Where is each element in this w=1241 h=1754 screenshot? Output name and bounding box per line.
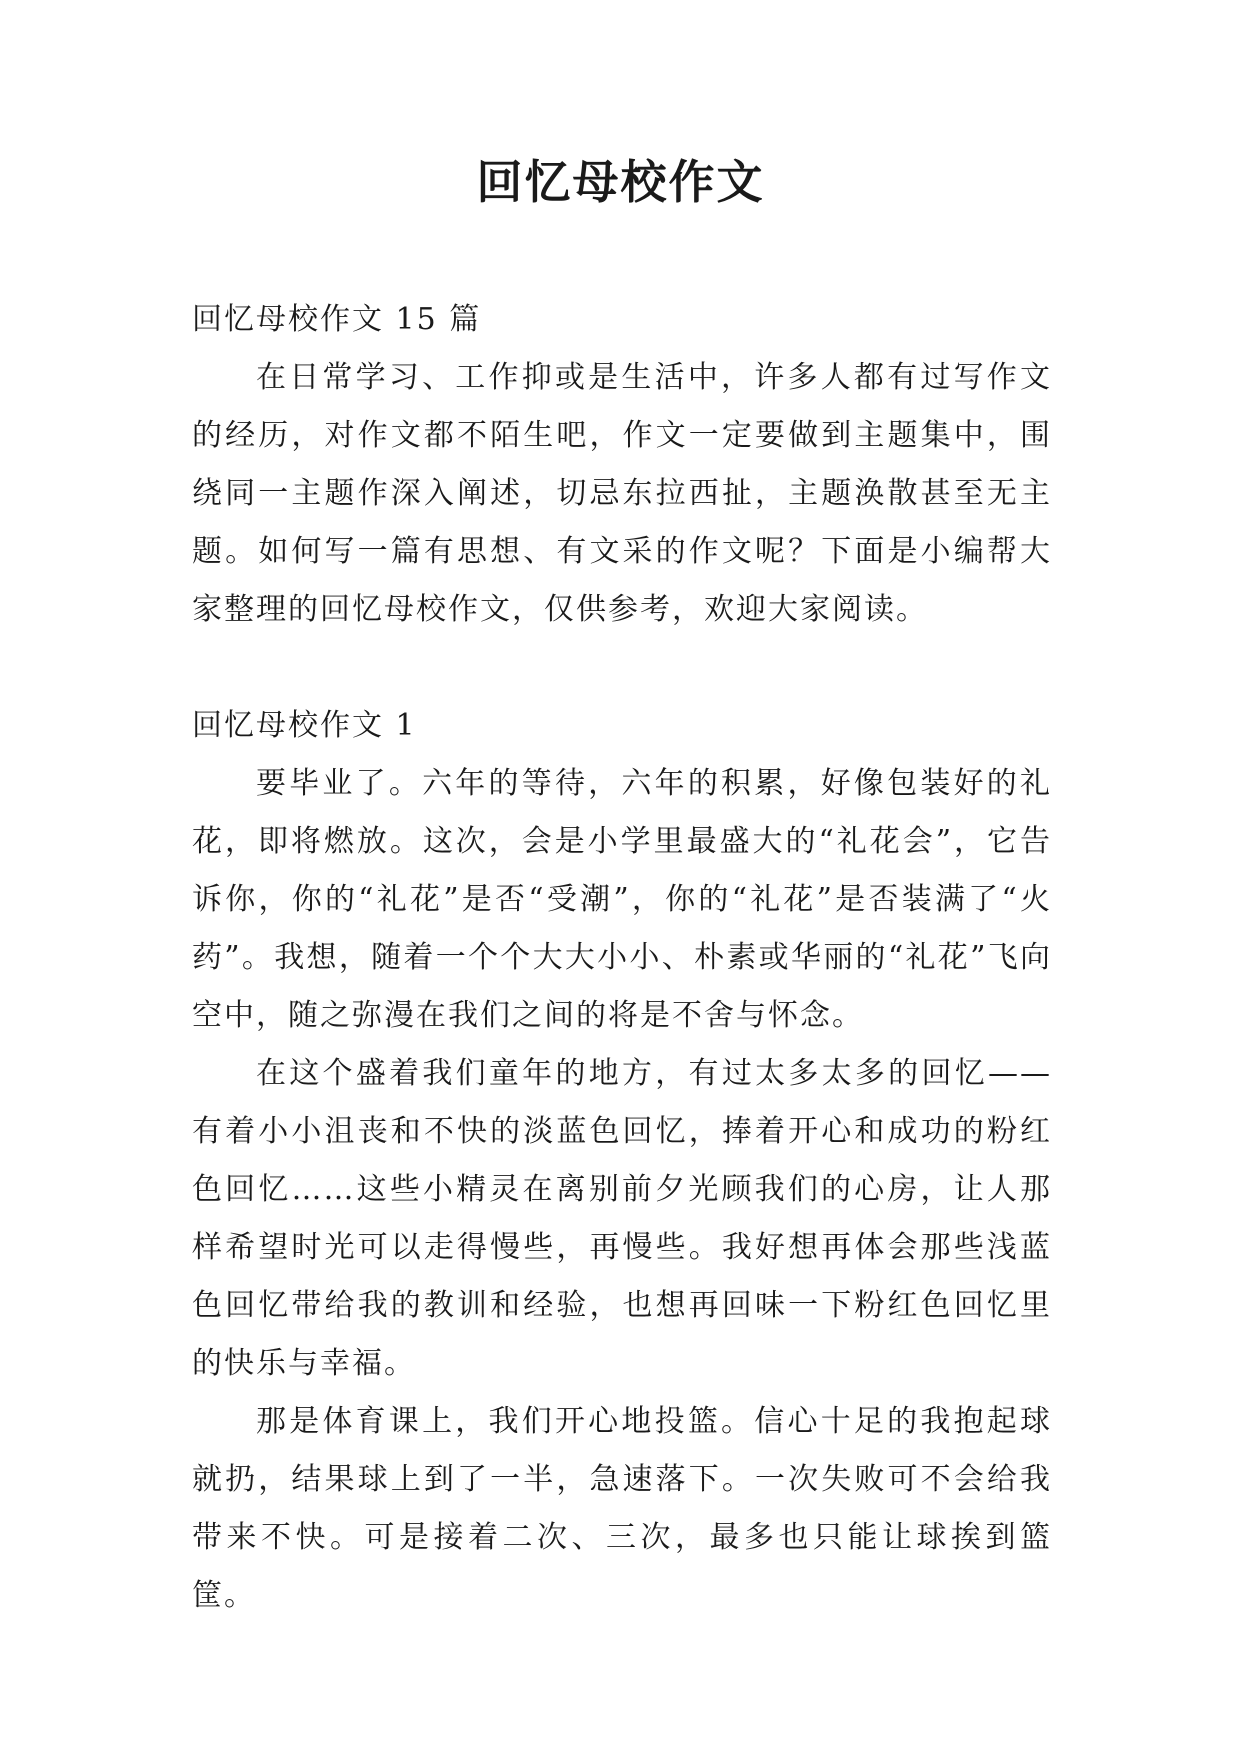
- essay-1-section: [192, 697, 1052, 1625]
- intro-heading: 回忆母校作文 15 篇: [192, 302, 482, 337]
- essay-1-paragraph: 要毕业了。六年的等待，六年的积累，好像包装好的礼花，即将燃放。这次，会是小学里最盛大的“礼花会”，它告诉你，你的“礼花”是否“受潮”，你的“礼花”是否装满了“火药”。我想，随着一个个大大小小、朴素或华丽的“礼花”飞向空中，随之弥漫在我们之间的将是不舍与怀念。: [192, 766, 1052, 1033]
- intro-paragraph: 在日常学习、工作抑或是生活中，许多人都有过写作文的经历，对作文都不陌生吧，作文一定要做到主题集中，围绕同一主题作深入阐述，切忌东拉西扯，主题涣散甚至无主题。如何写一篇有思想、有文采的作文呢？下面是小编帮大家整理的回忆母校作文，仅供参考，欢迎大家阅读。: [192, 360, 1052, 627]
- intro-section: [192, 291, 1052, 639]
- essay-1-heading: 回忆母校作文 1: [192, 708, 417, 743]
- document-title: 回忆母校作文: [476, 155, 765, 209]
- essay-1-paragraph: 那是体育课上，我们开心地投篮。信心十足的我抱起球就扔，结果球上到了一半，急速落下。一次失败可不会给我带来不快。可是接着二次、三次，最多也只能让球挨到篮筐。: [192, 1404, 1052, 1613]
- essay-1-paragraph: 在这个盛着我们童年的地方，有过太多太多的回忆——有着小小沮丧和不快的淡蓝色回忆，捧着开心和成功的粉红色回忆……这些小精灵在离别前夕光顾我们的心房，让人那样希望时光可以走得慢些，再慢些。我好想再体会那些浅蓝色回忆带给我的教训和经验，也想再回味一下粉红色回忆里的快乐与幸福。: [192, 1056, 1052, 1381]
